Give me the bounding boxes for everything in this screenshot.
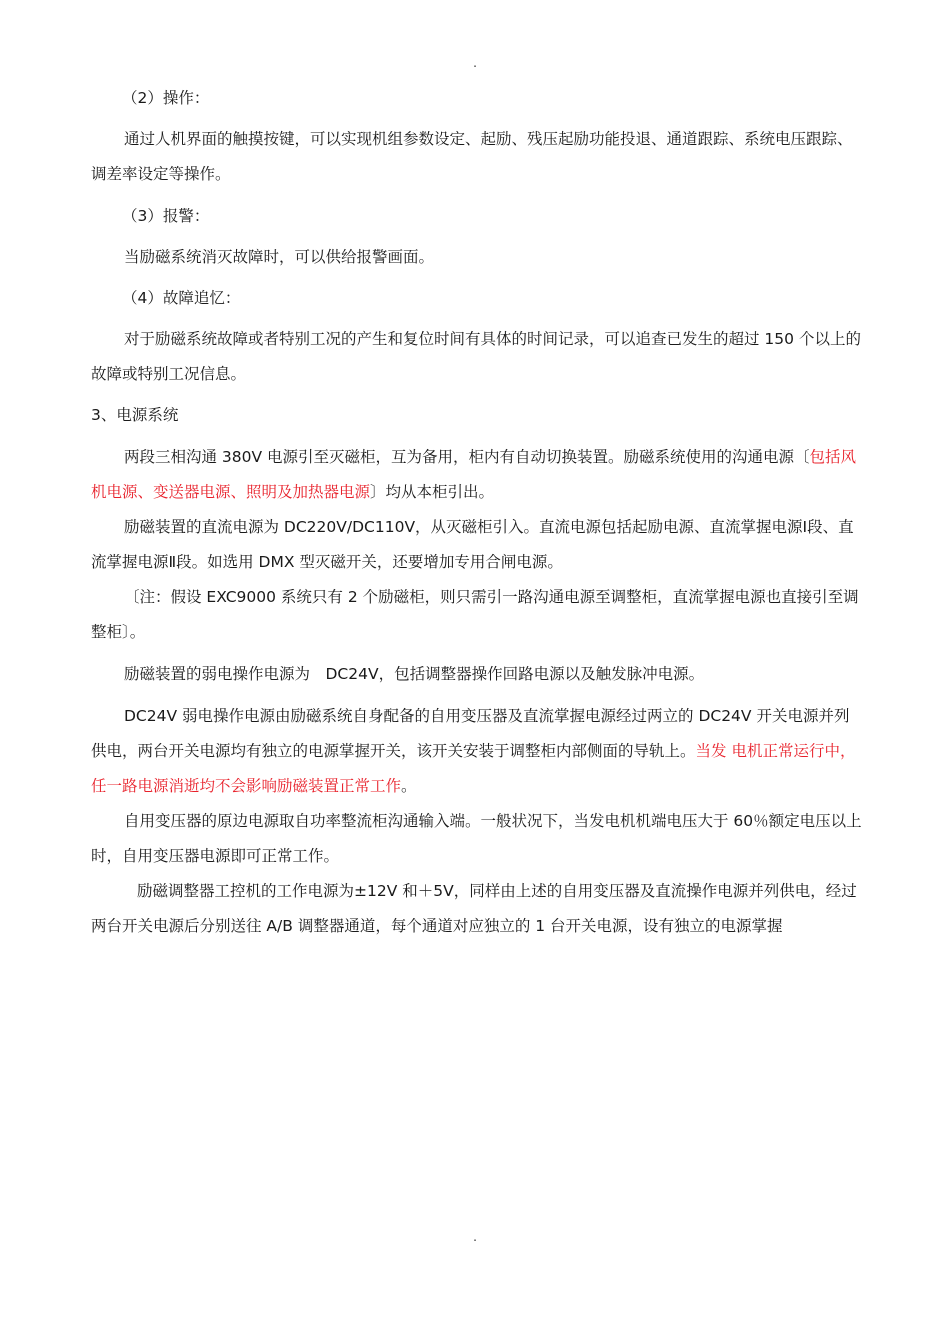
- power-p5-text-a: DC24V 弱电操作电源由励磁系统自身配备的自用变压器及直流掌握电源经过两立的 DC24V 开关电源并列供电，两台开关电源均有独立的电源掌握开关，该开关安装于调整柜内部侧面的导轨上。: [91, 707, 850, 760]
- power-paragraph-1: [91, 440, 863, 510]
- power-heading: 3、电源系统: [91, 406, 179, 424]
- power-p5-text-b: 。: [401, 777, 417, 795]
- page-mark-bottom: .: [473, 1230, 477, 1244]
- power-paragraph-2: 励磁装置的直流电源为 DC220V/DC110V，从灭磁柜引入。直流电源包括起励电源、直流掌握电源Ⅰ段、直流掌握电源Ⅱ段。如选用 DMX 型灭磁开关，还要增加专用合闸电源。: [91, 518, 854, 571]
- power-p1-text-b: 〕均从本柜引出。: [370, 483, 495, 501]
- page-mark-top: .: [473, 56, 477, 70]
- alarm-paragraph: 当励磁系统消灭故障时，可以供给报警画面。: [124, 248, 435, 266]
- power-p5-highlight: 当发 电机正常运行中，任一路电源消逝均不会影响励磁装置正常工作: [91, 742, 856, 795]
- power-p1-text-a: 两段三相沟通 380V 电源引至灭磁柜，互为备用，柜内有自动切换装置。励磁系统使用的沟通电源〔: [124, 448, 810, 466]
- fault-paragraph: 对于励磁系统故障或者特别工况的产生和复位时间有具体的时间记录，可以追查已发生的超过 150 个以上的故障或特别工况信息。: [91, 330, 861, 383]
- ops-heading: （2）操作：: [122, 89, 210, 107]
- power-paragraph-4: 励磁装置的弱电操作电源为 DC24V，包括调整器操作回路电源以及触发脉冲电源。: [124, 665, 705, 683]
- fault-heading: （4）故障追忆：: [122, 289, 241, 307]
- power-paragraph-7: 励磁调整器工控机的工作电源为±12V 和＋5V，同样由上述的自用变压器及直流操作电源并列供电，经过两台开关电源后分别送往 A/B 调整器通道，每个通道对应独立的 1 台开关电源，设有独立的电源掌握: [91, 882, 857, 935]
- power-paragraph-5: [91, 699, 863, 804]
- power-paragraph-6: 自用变压器的原边电源取自功率整流柜沟通输入端。一般状况下，当发电机机端电压大于 60％额定电压以上时，自用变压器电源即可正常工作。: [91, 812, 862, 865]
- document-body: [91, 81, 863, 944]
- ops-paragraph: 通过人机界面的触摸按键，可以实现机组参数设定、起励、残压起励功能投退、通道跟踪、系统电压跟踪、调差率设定等操作。: [91, 130, 853, 183]
- power-p1-highlight: 包括风机电源、变送器电源、照明及加热器电源: [91, 448, 857, 501]
- power-note: 〔注：假设 EXC9000 系统只有 2 个励磁柜，则只需引一路沟通电源至调整柜，直流掌握电源也直接引至调整柜〕。: [91, 588, 859, 641]
- alarm-heading: （3）报警：: [122, 207, 210, 225]
